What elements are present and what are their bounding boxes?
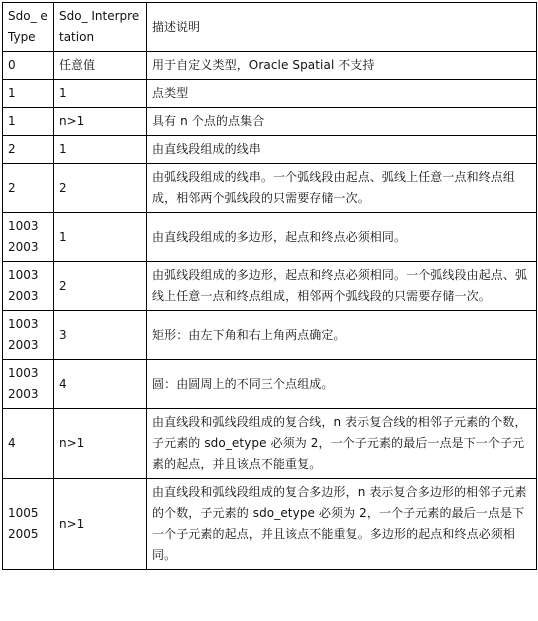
cell-desc: 由直线段组成的多边形，起点和终点必须相同。 xyxy=(147,213,537,262)
table-row xyxy=(3,52,537,80)
cell-interpretation: 4 xyxy=(54,360,147,409)
cell-interpretation: 1 xyxy=(54,136,147,164)
table-row xyxy=(3,80,537,108)
cell-interpretation: n>1 xyxy=(54,479,147,570)
cell-etype: 1 xyxy=(3,108,54,136)
header-etype: Sdo_ eType xyxy=(3,3,54,52)
cell-desc: 具有 n 个点的点集合 xyxy=(147,108,537,136)
cell-desc: 用于自定义类型，Oracle Spatial 不支持 xyxy=(147,52,537,80)
cell-etype: 2 xyxy=(3,164,54,213)
cell-etype: 1003 2003 xyxy=(3,262,54,311)
table-row xyxy=(3,213,537,262)
header-interpretation: Sdo_ Interpretation xyxy=(54,3,147,52)
cell-interpretation: 1 xyxy=(54,213,147,262)
cell-etype: 0 xyxy=(3,52,54,80)
table-row xyxy=(3,409,537,479)
cell-interpretation: 3 xyxy=(54,311,147,360)
cell-desc: 由弧线段组成的多边形，起点和终点必须相同。一个弧线段由起点、弧线上任意一点和终点组成，相邻两个弧线段的只需要存储一次。 xyxy=(147,262,537,311)
table-row xyxy=(3,136,537,164)
cell-interpretation: 2 xyxy=(54,164,147,213)
table-row xyxy=(3,108,537,136)
header-row xyxy=(3,3,537,52)
table-row xyxy=(3,360,537,409)
cell-desc: 由直线段和弧线段组成的复合线，n 表示复合线的相邻子元素的个数，子元素的 sdo_etype 必须为 2，一个子元素的最后一点是下一个子元素的起点，并且该点不能重复。 xyxy=(147,409,537,479)
table-row xyxy=(3,479,537,570)
sdo-etype-table xyxy=(2,2,537,570)
cell-desc: 点类型 xyxy=(147,80,537,108)
cell-etype: 1005 2005 xyxy=(3,479,54,570)
cell-interpretation: n>1 xyxy=(54,409,147,479)
cell-desc: 由直线段组成的线串 xyxy=(147,136,537,164)
cell-desc: 圆：由圆周上的不同三个点组成。 xyxy=(147,360,537,409)
cell-desc: 由弧线段组成的线串。一个弧线段由起点、弧线上任意一点和终点组成，相邻两个弧线段的只需要存储一次。 xyxy=(147,164,537,213)
cell-interpretation: 1 xyxy=(54,80,147,108)
cell-etype: 1003 2003 xyxy=(3,311,54,360)
cell-etype: 2 xyxy=(3,136,54,164)
table-row xyxy=(3,311,537,360)
cell-desc: 由直线段和弧线段组成的复合多边形，n 表示复合多边形的相邻子元素的个数，子元素的 sdo_etype 必须为 2，一个子元素的最后一点是下一个子元素的起点，并且该点不能重复。多边形的起点和终点必须相同。 xyxy=(147,479,537,570)
cell-etype: 1 xyxy=(3,80,54,108)
cell-etype: 4 xyxy=(3,409,54,479)
cell-etype: 1003 2003 xyxy=(3,213,54,262)
cell-interpretation: n>1 xyxy=(54,108,147,136)
table-row xyxy=(3,262,537,311)
cell-interpretation: 任意值 xyxy=(54,52,147,80)
cell-desc: 矩形：由左下角和右上角两点确定。 xyxy=(147,311,537,360)
header-description: 描述说明 xyxy=(147,3,537,52)
cell-etype: 1003 2003 xyxy=(3,360,54,409)
table-row xyxy=(3,164,537,213)
cell-interpretation: 2 xyxy=(54,262,147,311)
